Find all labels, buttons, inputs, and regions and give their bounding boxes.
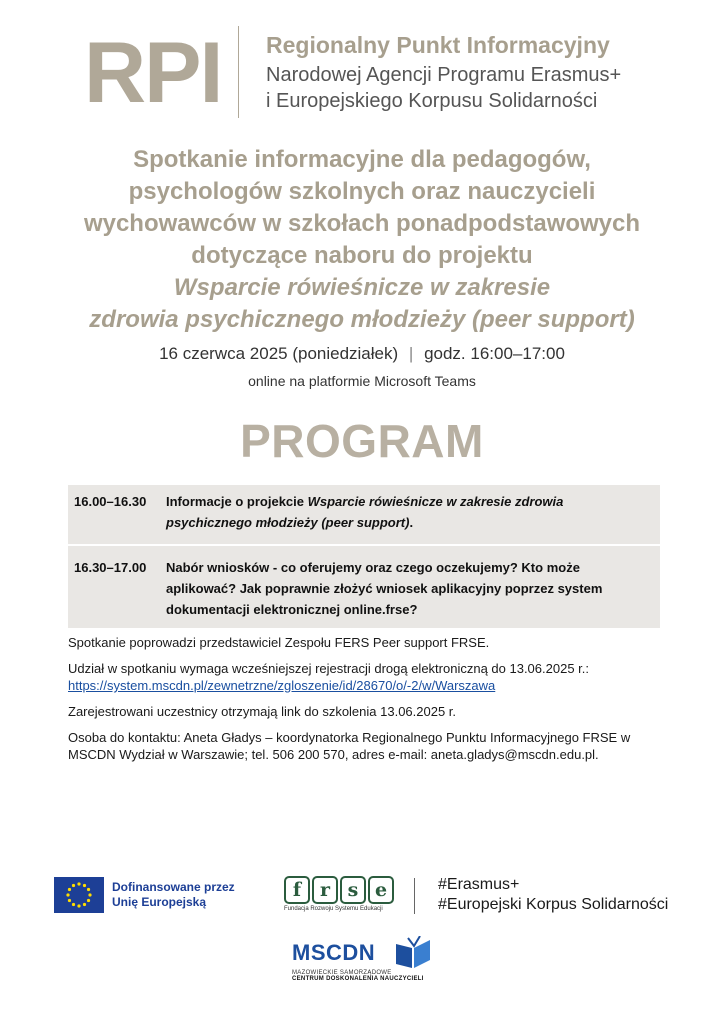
frse-letter: r (312, 876, 338, 904)
event-location: online na platformie Microsoft Teams (248, 373, 476, 389)
frse-letters (284, 876, 394, 904)
eu-star (77, 882, 80, 885)
headline-line1: Spotkanie informacyjne dla pedagogów, (133, 146, 591, 173)
schedule-time: 16.30–17.00 (74, 560, 147, 575)
header-divider (238, 26, 239, 118)
eu-star (66, 893, 69, 896)
event-date-time (40, 344, 684, 364)
eu-star (87, 888, 90, 891)
eu-star (87, 899, 90, 902)
frse-caption: Fundacja Rozwoju Systemu Edukacji (284, 906, 383, 912)
header-subtitle-line1: Narodowej Agencji Programu Erasmus+ (266, 64, 622, 86)
eu-text-line1: Dofinansowane przez (112, 880, 235, 894)
headline-line3: wychowawców w szkołach ponadpodstawowych (83, 210, 641, 237)
headline-line6: zdrowia psychicznego młodzieży (peer support) (89, 306, 635, 333)
schedule-text-italic: Wsparcie rówieśnicze w zakresie zdrowia psychicznego młodzieży (peer support) (166, 494, 564, 530)
eu-star (68, 888, 71, 891)
mscdn-logo (292, 940, 424, 982)
mscdn-subtitle1: MAZOWIECKIE SAMORZĄDOWE (292, 970, 392, 976)
eu-flag-logo (54, 877, 104, 913)
program-title: PROGRAM (240, 415, 484, 467)
contact-info: Osoba do kontaktu: Aneta Gładys – koordynatorka Regionalnego Punktu Informacyjnego FRSE w MSCDN Wydział w Warszawie; tel. 506 200 570, adres e-mail: aneta.gladys@mscdn.edu.pl. (68, 730, 631, 762)
schedule-description: Nabór wniosków - co oferujemy oraz czego oczekujemy? Kto może aplikować? Jak poprawnie złożyć wniosek aplikacyjny poprzez system dokumentacji elektronicznej online.frse? (166, 560, 603, 617)
hashtag-eks: #Europejski Korpus Solidarności (438, 896, 669, 913)
schedule-description (166, 491, 660, 533)
presenter-info: Spotkanie poprowadzi przedstawiciel Zespołu FERS Peer support FRSE. (68, 635, 490, 650)
event-date: 16 czerwca 2025 (poniedziałek) (159, 344, 399, 363)
eu-funding-text (112, 880, 235, 910)
book-icon (394, 936, 432, 970)
mscdn-name: MSCDN (292, 940, 376, 965)
event-time: godz. 16:00–17:00 (424, 344, 565, 363)
participants-info: Zarejestrowani uczestnicy otrzymają link do szkolenia 13.06.2025 r. (68, 704, 457, 719)
schedule-text-suffix: . (409, 515, 414, 530)
schedule-row (68, 485, 660, 544)
mscdn-subtitle2: CENTRUM DOSKONALENIA NAUCZYCIELI (292, 976, 424, 982)
schedule-row (68, 546, 660, 628)
eu-stars-icon (54, 877, 104, 913)
header-subtitle-line2: i Europejskiego Korpusu Solidarności (266, 90, 598, 112)
info-section (68, 634, 668, 772)
eu-text-line2: Unię Europejską (112, 895, 207, 909)
schedule-text-prefix: Informacje o projekcie (166, 494, 308, 509)
headline-line2: psychologów szkolnych oraz nauczycieli (128, 178, 596, 205)
program-schedule (68, 485, 660, 628)
eu-star (83, 903, 86, 906)
date-separator: | (408, 344, 414, 363)
registration-link[interactable]: https://system.mscdn.pl/zewnetrzne/zgloszenie/id/28670/o/-2/w/Warszawa (68, 678, 496, 693)
headline-line4: dotyczące naboru do projektu (191, 242, 533, 269)
schedule-time: 16.00–16.30 (74, 494, 147, 509)
eu-star (68, 899, 71, 902)
eu-star (83, 884, 86, 887)
rpi-logo: RPI (84, 25, 222, 121)
eu-star (72, 884, 75, 887)
header-title: Regionalny Punkt Informacyjny (266, 32, 610, 58)
registration-info (68, 660, 668, 694)
frse-letter: f (284, 876, 310, 904)
eu-star (72, 903, 75, 906)
event-headline (40, 144, 684, 336)
frse-letter: e (368, 876, 394, 904)
hashtag-erasmus: #Erasmus+ (438, 876, 520, 893)
frse-letter: s (340, 876, 366, 904)
eu-star (77, 904, 80, 907)
headline-line5: Wsparcie rówieśnicze w zakresie (173, 274, 551, 301)
eu-star (88, 893, 91, 896)
footer-divider (414, 878, 415, 914)
registration-text: Udział w spotkaniu wymaga wcześniejszej rejestracji drogą elektroniczną do 13.06.2025 r.: (68, 661, 589, 676)
frse-logo (284, 876, 394, 912)
